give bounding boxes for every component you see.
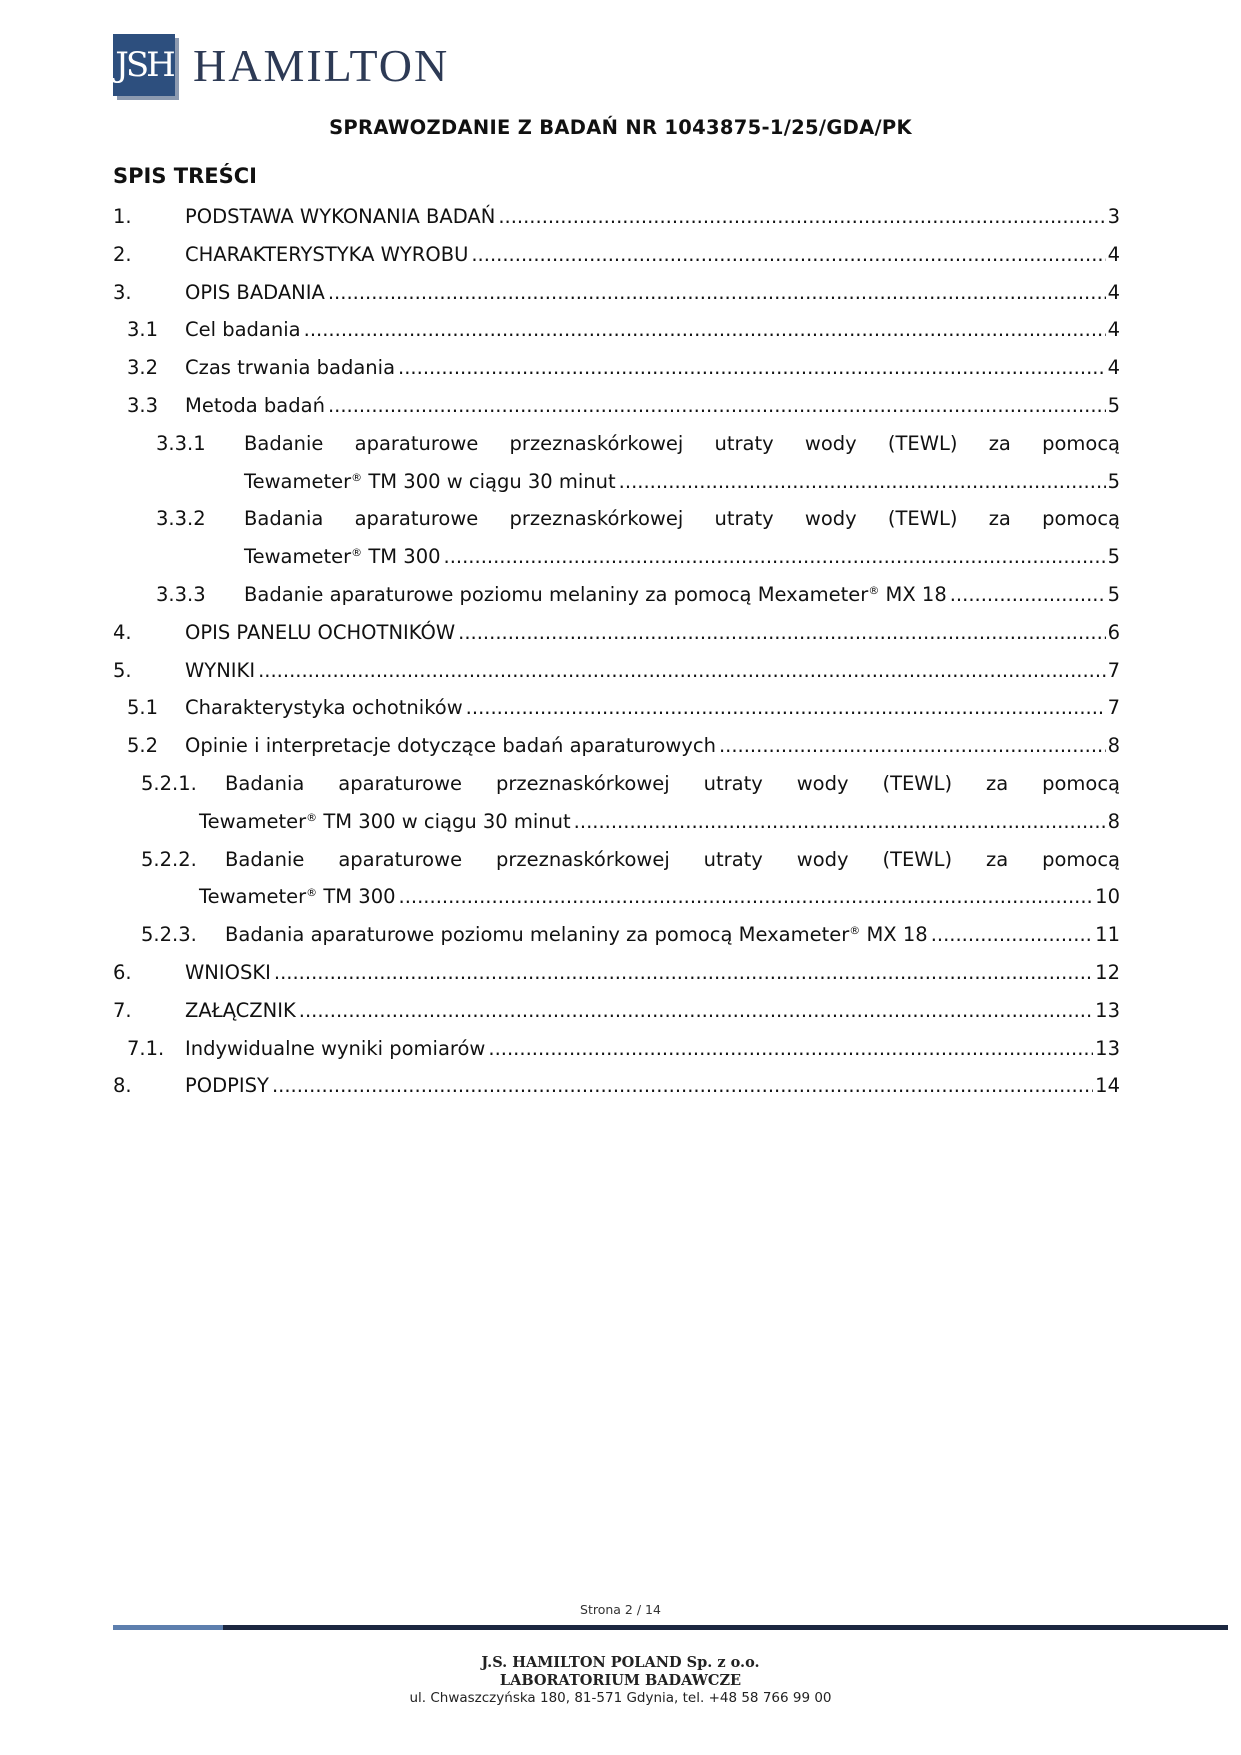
toc-title: Badanie aparaturowe przeznaskórkowej utraty wody (TEWL) za pomocą (244, 431, 1120, 455)
toc-entry-5-2[interactable] (113, 728, 1120, 766)
toc-entry-3-3-1[interactable] (113, 426, 1120, 502)
toc-leader (498, 199, 1105, 235)
toc-leader (931, 917, 1093, 953)
logo-brand: HAMILTON (193, 39, 450, 91)
toc-entry-3-3-3[interactable] (113, 577, 1120, 615)
report-title: SPRAWOZDANIE Z BADAŃ NR 1043875-1/25/GDA/PK (329, 116, 912, 139)
toc-leader (258, 653, 1106, 689)
toc-number: 6. (113, 960, 132, 984)
toc-title-part: Tewameter (199, 809, 307, 833)
toc-number: 3.3.1 (156, 431, 206, 455)
toc-page: 5 (1107, 393, 1120, 417)
toc-page: 5 (1107, 582, 1120, 606)
toc-title: OPIS PANELU OCHOTNIKÓW (185, 620, 456, 644)
toc-number: 5.2.3. (141, 923, 197, 947)
toc-number: 3.3.3 (156, 582, 206, 606)
toc-title: Charakterystyka ochotników (185, 696, 463, 720)
registered-mark: ® (351, 470, 363, 484)
toc-title: PODPISY (185, 1074, 269, 1098)
toc-title: WYNIKI (185, 658, 256, 682)
toc-leader (398, 350, 1106, 386)
toc-title: Badania aparaturowe przeznaskórkowej utraty wody (TEWL) za pomocą (225, 771, 1120, 795)
toc-title-part: TM 300 w ciągu 30 minut (362, 469, 616, 493)
toc-title-part: TM 300 w ciągu 30 minut (317, 809, 571, 833)
toc-title-part: Tewameter (244, 545, 352, 569)
toc-entry-5-2-1[interactable] (113, 766, 1120, 842)
toc-leader (466, 690, 1106, 726)
toc-number: 3.1 (127, 318, 159, 342)
toc-page: 7 (1107, 696, 1120, 720)
toc-title-continued (244, 539, 441, 575)
toc-title (244, 577, 947, 613)
footer-company: J.S. HAMILTON POLAND Sp. z o.o. (481, 1654, 760, 1671)
toc-entry-7-1[interactable] (113, 1031, 1120, 1069)
toc-entry-5-1[interactable] (113, 690, 1120, 728)
toc-title: Opinie i interpretacje dotyczące badań aparaturowych (185, 734, 716, 758)
toc-title-continued (244, 464, 616, 500)
toc-heading: SPIS TREŚCI (113, 164, 257, 188)
toc-leader (304, 312, 1106, 348)
toc-leader (458, 615, 1105, 651)
toc-page: 8 (1107, 734, 1120, 758)
toc-number: 5. (113, 658, 132, 682)
toc-page: 6 (1107, 620, 1120, 644)
toc-title: WNIOSKI (185, 960, 271, 984)
toc-leader (574, 804, 1106, 840)
toc-number: 4. (113, 620, 132, 644)
toc-page: 5 (1107, 545, 1120, 569)
toc-page: 13 (1095, 1036, 1120, 1060)
toc-title-part: Badania aparaturowe poziomu melaniny za pomocą Mexameter (225, 923, 850, 947)
toc-leader (950, 577, 1106, 613)
footer-divider-accent (113, 1625, 223, 1630)
toc-number: 5.2 (127, 734, 159, 758)
toc-number: 7.1. (127, 1036, 165, 1060)
toc-number: 2. (113, 242, 132, 266)
toc-title: PODSTAWA WYKONANIA BADAŃ (185, 205, 496, 228)
toc-entry-4[interactable] (113, 615, 1120, 653)
toc-page: 11 (1095, 923, 1120, 947)
toc-leader (299, 993, 1093, 1029)
registered-mark: ® (306, 886, 318, 900)
toc-title: Badania aparaturowe przeznaskórkowej utraty wody (TEWL) za pomocą (244, 507, 1120, 531)
toc-page: 3 (1107, 205, 1120, 228)
toc-title: CHARAKTERYSTYKA WYROBU (185, 242, 469, 266)
toc-entry-6[interactable] (113, 955, 1120, 993)
toc-number: 8. (113, 1074, 132, 1098)
toc-page: 13 (1095, 998, 1120, 1022)
toc-leader (399, 879, 1094, 915)
toc-title (225, 917, 928, 953)
toc-page: 12 (1095, 960, 1120, 984)
toc-entry-1[interactable] (113, 199, 1120, 237)
page-number: Strona 2 / 14 (580, 1602, 661, 1617)
toc-title: OPIS BADANIA (185, 280, 325, 304)
toc-page: 7 (1107, 658, 1120, 682)
toc-leader (328, 275, 1106, 311)
toc-entry-5-2-3[interactable] (113, 917, 1120, 955)
toc-page: 4 (1107, 280, 1120, 304)
toc-title-part: MX 18 (860, 923, 928, 947)
toc-number: 5.1 (127, 696, 159, 720)
toc-title-part: Badanie aparaturowe poziomu melaniny za pomocą Mexameter (244, 582, 869, 606)
toc-entry-7[interactable] (113, 993, 1120, 1031)
toc-entry-3-2[interactable] (113, 350, 1120, 388)
toc-title-continued (199, 804, 571, 840)
toc-leader (471, 237, 1105, 273)
toc-number: 5.2.1. (141, 771, 197, 795)
toc-title-continued (199, 879, 396, 915)
toc-number: 5.2.2. (141, 847, 197, 871)
registered-mark: ® (868, 583, 880, 597)
toc-entry-5[interactable] (113, 653, 1120, 691)
toc-leader (274, 955, 1093, 991)
footer-lab: LABORATORIUM BADAWCZE (499, 1672, 742, 1689)
toc-title: Cel badania (185, 318, 301, 342)
toc-number: 3.2 (127, 356, 159, 380)
logo-mark: JSH (113, 34, 175, 96)
toc-title-part: Tewameter (199, 885, 307, 909)
toc-entry-3[interactable] (113, 275, 1120, 313)
toc-page: 4 (1107, 242, 1120, 266)
toc-page: 10 (1095, 885, 1120, 909)
toc-entry-3-3[interactable] (113, 388, 1120, 426)
toc-leader (444, 539, 1106, 575)
toc-leader (619, 464, 1106, 500)
toc-number: 7. (113, 998, 132, 1022)
table-of-contents (113, 199, 1120, 1106)
toc-title-part: TM 300 (317, 885, 396, 909)
toc-page: 14 (1095, 1074, 1120, 1098)
toc-title-part: TM 300 (362, 545, 441, 569)
toc-leader (272, 1068, 1093, 1104)
toc-leader (328, 388, 1106, 424)
toc-entry-2[interactable] (113, 237, 1120, 275)
toc-title: ZAŁĄCZNIK (185, 998, 296, 1022)
toc-page: 4 (1107, 318, 1120, 342)
toc-title: Indywidualne wyniki pomiarów (185, 1036, 486, 1060)
toc-number: 3.3 (127, 393, 159, 417)
toc-number: 1. (113, 205, 132, 228)
toc-entry-8[interactable] (113, 1068, 1120, 1106)
toc-page: 8 (1107, 809, 1120, 833)
toc-entry-3-3-2[interactable] (113, 501, 1120, 577)
toc-number: 3. (113, 280, 132, 304)
footer-address: ul. Chwaszczyńska 180, 81-571 Gdynia, tel. +48 58 766 99 00 (409, 1690, 832, 1706)
footer-divider (113, 1625, 1228, 1630)
toc-entry-5-2-2[interactable] (113, 842, 1120, 918)
toc-entry-3-1[interactable] (113, 312, 1120, 350)
toc-title-part: MX 18 (879, 582, 947, 606)
registered-mark: ® (351, 546, 363, 560)
toc-number: 3.3.2 (156, 507, 206, 531)
toc-title: Czas trwania badania (185, 356, 396, 380)
toc-title: Badanie aparaturowe przeznaskórkowej utraty wody (TEWL) za pomocą (225, 847, 1120, 871)
toc-title-part: Tewameter (244, 469, 352, 493)
toc-page: 5 (1107, 469, 1120, 493)
toc-leader (719, 728, 1106, 764)
toc-page: 4 (1107, 356, 1120, 380)
toc-title: Metoda badań (185, 393, 325, 417)
registered-mark: ® (306, 810, 318, 824)
company-logo (113, 31, 449, 99)
registered-mark: ® (849, 924, 861, 938)
toc-leader (488, 1031, 1093, 1067)
